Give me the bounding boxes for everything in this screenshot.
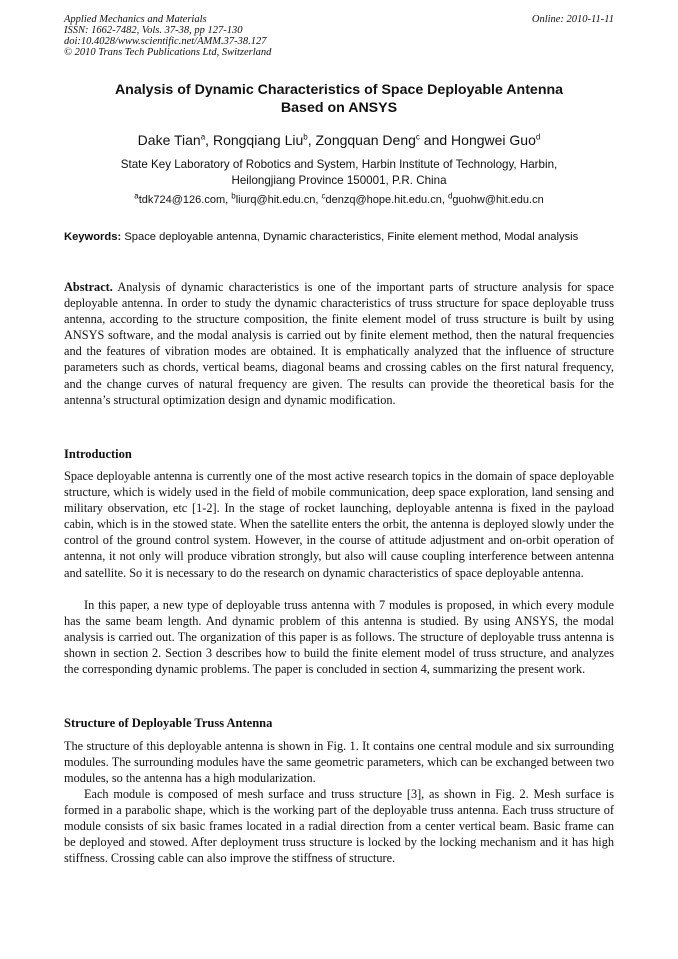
author: Zongquan Deng$^c$ and	[315, 132, 452, 148]
keywords-text: Space deployable antenna, Dynamic characteristics, Finite element method, Modal analysis	[124, 231, 579, 243]
doi-line: doi:10.4028/www.scientific.net/AMM.37-38.127	[64, 36, 267, 47]
title-line-2: Based on ANSYS	[280, 100, 398, 116]
structure-paragraph-2: Each module is composed of mesh surface and truss structure [3], as shown in Fig. 2. Mesh surface is formed in a parabolic shape, which is the working part of the deployable truss antenna. Each truss structure of module consists of six basic frames located in a radial direction from a center vertical beam. Basic frame can be deployed and stowed. After deployment truss structure is locked by the locking mechanism and it has high stiffness. Crossing cable can also improve the stiffness of structure.	[64, 787, 614, 866]
email-link[interactable]: $^b$liurq@hit.edu.cn	[231, 191, 316, 206]
copyright-line: © 2010 Trans Tech Publications Ltd, Switzerland	[64, 47, 272, 58]
email-link[interactable]: $^d$guohw@hit.edu.cn	[447, 191, 544, 206]
journal-name: Applied Mechanics and Materials	[64, 14, 207, 25]
email-link[interactable]: $^a$tdk724@126.com	[134, 191, 226, 206]
paper-title	[64, 81, 614, 117]
keywords-label: Keywords:	[64, 231, 122, 243]
online-date: Online: 2010-11-11	[531, 14, 614, 25]
affiliation: State Key Laboratory of Robotics and System, Harbin Institute of Technology, Harbin, Heilongjiang Province 150001, P.R. China	[120, 158, 558, 187]
title-line-1: Analysis of Dynamic Characteristics of Space Deployable Antenna	[114, 82, 564, 98]
issn-line: ISSN: 1662-7482, Vols. 37-38, pp 127-130	[64, 25, 243, 36]
author: Rongqiang Liu$^b$,	[212, 132, 316, 148]
author-emails: $^a$tdk724@126.com, $^b$liurq@hit.edu.cn, $^c$denzq@hope.hit.edu.cn, $^d$guohw@hit.edu.cn	[134, 191, 544, 206]
author: Hongwei Guo$^d$	[451, 132, 541, 148]
author-list	[64, 131, 614, 149]
abstract	[64, 279, 614, 408]
intro-paragraph-2: In this paper, a new type of deployable truss antenna with 7 modules is proposed, in which every module has the same beam length. And dynamic problem of this antenna is studied. By using ANSYS, the modal analysis is carried out. The organization of this paper is as follows. The structure of deployable truss antenna is shown in section 2. Section 3 describes how to build the finite element model of truss structure, and analyzes the corresponding dynamic problems. The paper is concluded in section 4, summarizing the present work.	[64, 598, 614, 677]
email-link[interactable]: $^c$denzq@hope.hit.edu.cn	[321, 191, 442, 206]
intro-paragraph-1: Space deployable antenna is currently one of the most active research topics in the domain of space deployable structure, which is widely used in the field of mobile communication, deep space exploration, land sensing and military observation, etc [1-2]. In the stage of rocket launching, deployable antenna is fixed in the payload cabin, which is in the stowed state. When the satellite enters the orbit, the antenna is deployed slowly under the control of the ground control system. However, in the course of attitude adjustment and on-orbit operation of antenna, it not only will produce vibration strongly, but also will cause coupling interference between antenna and satellite. So it is necessary to do the research on dynamic characteristics of space deployable antenna.	[64, 469, 614, 580]
abstract-label: Abstract.	[64, 280, 113, 294]
section-heading-introduction: Introduction	[64, 447, 132, 461]
author: Dake Tian$^a$,	[137, 132, 213, 148]
publication-header	[64, 14, 271, 58]
section-heading-structure: Structure of Deployable Truss Antenna	[64, 716, 273, 730]
structure-paragraph-1: The structure of this deployable antenna is shown in Fig. 1. It contains one central module and six surrounding modules. The surrounding modules have the same geometric parameters, which can be exchanged between two modules, so the antenna has a high modularization.	[64, 739, 614, 786]
abstract-text: Analysis of dynamic characteristics is one of the important parts of structure analysis for space deployable antenna. In order to study the dynamic characteristics of truss structure for space deployable truss antenna, according to the structure composition, the finite element model of truss structure is built by using ANSYS software, and the modal analysis is carried out by finite element method, then the natural frequencies and the features of vibration modes are obtained. It is emphatically analyzed that the influence of structure parameters such as chords, vertical beams, diagonal beams and crossing cables on the first natural frequency, and the change curves of natural frequency are given. The results can provide the theoretical basis for the antenna’s structural optimization design and dynamic modification.	[64, 280, 615, 407]
keywords	[64, 230, 614, 244]
